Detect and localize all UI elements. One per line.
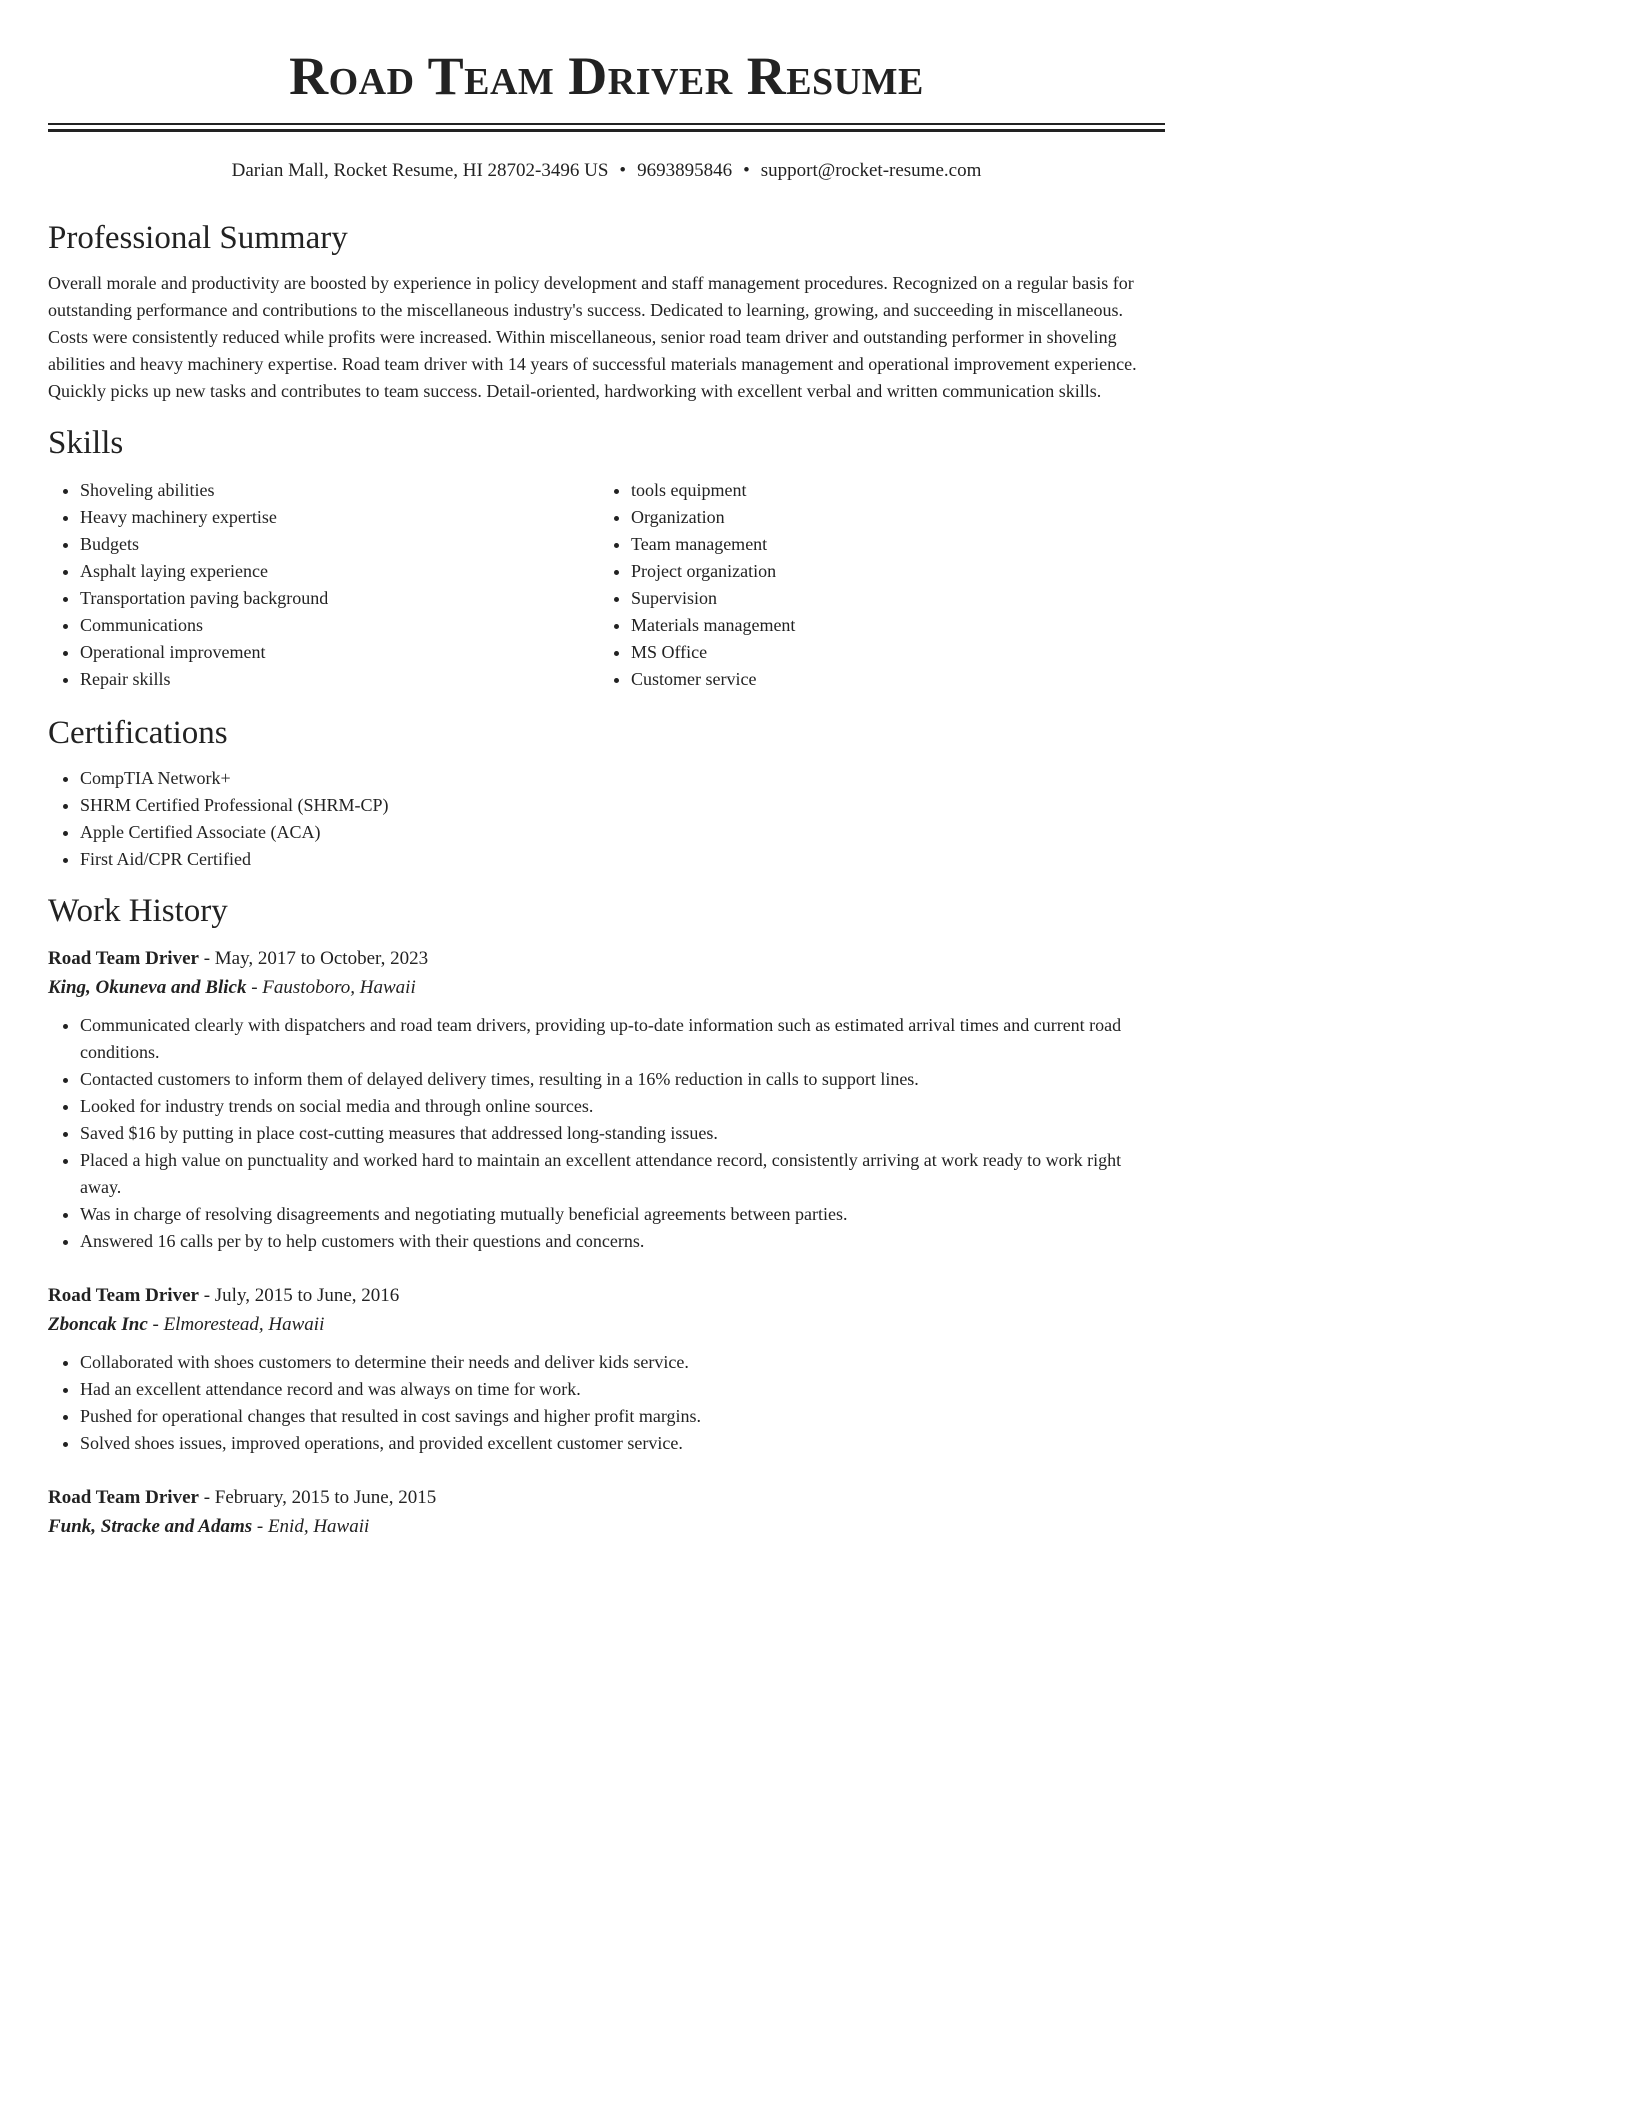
job-dates: - February, 2015 to June, 2015 <box>198 1487 437 1508</box>
job-entry <box>48 944 1165 1255</box>
skill-item: • Asphalt laying experience <box>80 558 599 585</box>
skills-column-left <box>48 477 599 693</box>
contact-separator: • <box>619 160 627 181</box>
duty-item: • Solved shoes issues, improved operations, and provided excellent customer service. <box>80 1430 1165 1457</box>
certification-item: • CompTIA Network+ <box>80 765 1165 792</box>
duty-item: • Saved $16 by putting in place cost-cutting measures that addressed long-standing issues. <box>80 1120 1165 1147</box>
duty-item: • Contacted customers to inform them of delayed delivery times, resulting in a 16% reduction in calls to support lines. <box>80 1066 1165 1093</box>
employer-location: - Enid, Hawaii <box>252 1516 370 1537</box>
job-entry <box>48 1281 1165 1457</box>
duty-item: • Had an excellent attendance record and was always on time for work. <box>80 1376 1165 1403</box>
skill-item: • Heavy machinery expertise <box>80 504 599 531</box>
employer-name: Zboncak Inc <box>48 1314 148 1335</box>
employer-name: Funk, Stracke and Adams <box>48 1516 253 1537</box>
skill-item: • Customer service <box>631 666 1150 693</box>
certification-item: • SHRM Certified Professional (SHRM-CP) <box>80 792 1165 819</box>
duty-item: • Communicated clearly with dispatchers and road team drivers, providing up-to-date information such as estimated arrival times and current road conditions. <box>80 1012 1165 1066</box>
skill-item: • Budgets <box>80 531 599 558</box>
contact-email: support@rocket-resume.com <box>760 160 982 181</box>
skill-item: • Supervision <box>631 585 1150 612</box>
summary-heading: Professional Summary <box>48 220 348 256</box>
job-title: Road Team Driver <box>48 1285 199 1306</box>
contact-separator: • <box>743 160 750 181</box>
job-title-line <box>48 1281 1165 1310</box>
skill-item: • MS Office <box>631 639 1150 666</box>
duties-list <box>48 1349 1165 1457</box>
summary-text: Overall morale and productivity are boosted by experience in policy development and staff management procedures. Recognized on a regular basis for outstanding performance and contributions to the miscellaneous industry's success. Dedicated to learning, growing, and succeeding in miscellaneous. Costs were consistently reduced while profits were increased. Within miscellaneous, senior road team driver and outstanding performer in shoveling abilities and heavy machinery expertise. Road team driver with 14 years of successful materials management and operational improvement experience. Quickly picks up new tasks and contributes to team success. Detail-oriented, hardworking with excellent verbal and written communication skills. <box>48 273 1137 401</box>
duty-item: • Placed a high value on punctuality and worked hard to maintain an excellent attendance record, consistently arriving at work ready to work right away. <box>80 1147 1165 1201</box>
skills-heading: Skills <box>48 425 124 461</box>
certification-item: • First Aid/CPR Certified <box>80 846 1165 873</box>
certification-item: • Apple Certified Associate (ACA) <box>80 819 1165 846</box>
job-title: Road Team Driver <box>48 1487 199 1508</box>
contact-line <box>48 158 1165 184</box>
skill-item: • Transportation paving background <box>80 585 599 612</box>
skills-column-right <box>599 477 1150 693</box>
skill-item: • tools equipment <box>631 477 1150 504</box>
employer-line <box>48 1512 1165 1541</box>
skill-item: • Shoveling abilities <box>80 477 599 504</box>
job-title-line <box>48 1483 1165 1512</box>
contact-phone: 9693895846 <box>637 160 733 181</box>
job-title-line <box>48 944 1165 973</box>
contact-address: Darian Mall, Rocket Resume, HI 28702-3496 US <box>231 160 609 181</box>
skill-item: • Materials management <box>631 612 1150 639</box>
certifications-heading: Certifications <box>48 715 228 751</box>
work-history-heading: Work History <box>48 893 228 929</box>
page-title: Road Team Driver Resume <box>289 46 924 106</box>
duties-list <box>48 1012 1165 1255</box>
job-dates: - May, 2017 to October, 2023 <box>198 948 429 969</box>
resume-page <box>48 0 1165 1541</box>
duty-item: • Was in charge of resolving disagreements and negotiating mutually beneficial agreements between parties. <box>80 1201 1165 1228</box>
duty-item: • Answered 16 calls per by to help customers with their questions and concerns. <box>80 1228 1165 1255</box>
job-entry <box>48 1483 1165 1541</box>
title-divider <box>48 123 1165 132</box>
skill-item: • Repair skills <box>80 666 599 693</box>
skills-list <box>48 477 1165 693</box>
duty-item: • Looked for industry trends on social media and through online sources. <box>80 1093 1165 1120</box>
skill-item: • Team management <box>631 531 1150 558</box>
employer-location: - Elmorestead, Hawaii <box>147 1314 325 1335</box>
duty-item: • Pushed for operational changes that resulted in cost savings and higher profit margins. <box>80 1403 1165 1430</box>
skill-item: • Communications <box>80 612 599 639</box>
employer-location: - Faustoboro, Hawaii <box>246 977 416 998</box>
employer-name: King, Okuneva and Blick <box>48 977 247 998</box>
employer-line <box>48 1310 1165 1339</box>
skill-item: • Operational improvement <box>80 639 599 666</box>
job-dates: - July, 2015 to June, 2016 <box>198 1285 400 1306</box>
employer-line <box>48 973 1165 1002</box>
duty-item: • Collaborated with shoes customers to determine their needs and deliver kids service. <box>80 1349 1165 1376</box>
job-title: Road Team Driver <box>48 948 199 969</box>
certifications-list <box>48 765 1165 873</box>
skill-item: • Organization <box>631 504 1150 531</box>
skill-item: • Project organization <box>631 558 1150 585</box>
